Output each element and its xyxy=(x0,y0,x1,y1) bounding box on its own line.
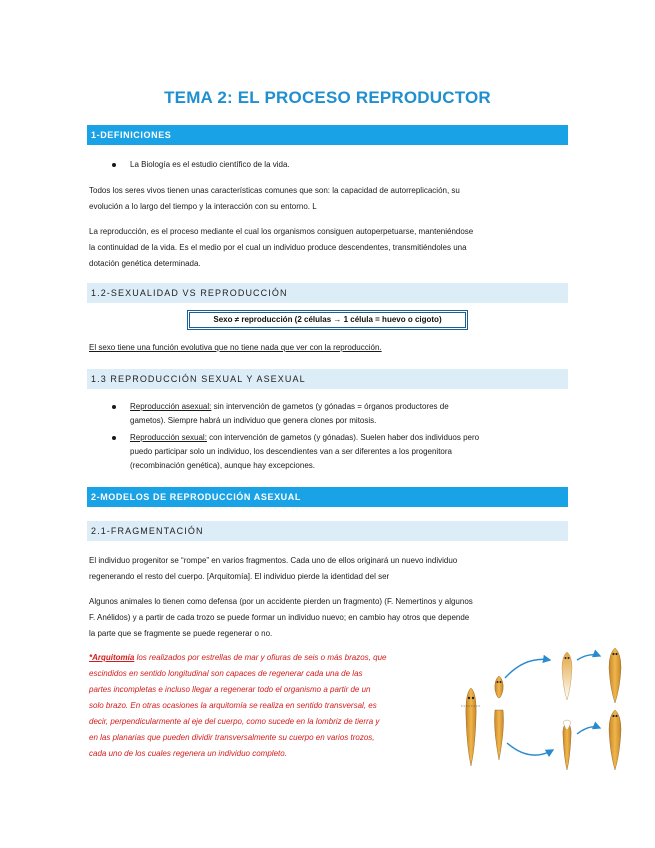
arrow-icon xyxy=(505,659,550,678)
paragraph-line: Algunos animales lo tienen como defensa (por un accidente pierden un fragmento) (F. Nemertinos y algunos xyxy=(89,597,473,606)
highlight-box xyxy=(187,310,468,330)
paragraph-line: El individuo progenitor se “rompe” en varios fragmentos. Cada uno de ellos originará un nuevo individuo xyxy=(89,556,458,565)
term-reproduccion-sexual: Reproducción sexual: xyxy=(130,433,207,442)
bullet-dot xyxy=(112,436,116,440)
definition-text: puedo participar solo un individuo, los descendientes van a ser diferentes a los progenitora xyxy=(130,447,452,456)
bullet-dot xyxy=(112,405,116,409)
parent-planaria xyxy=(461,688,481,766)
section-heading-definiciones: 1-DEFINICIONES xyxy=(87,125,568,145)
arrow-icon xyxy=(577,727,600,734)
bullet-reproduccion-sexual xyxy=(130,431,570,473)
paragraph-line: regenerando el resto del cuerpo. [Arquitomía]. El individuo pierde la identidad del ser xyxy=(89,572,390,581)
bullet-biologia: La Biología es el estudio científico de la vida. xyxy=(130,160,290,169)
note-text: en las planarias que pueden dividir transversalmente su cuerpo en varios trozos, xyxy=(89,733,375,742)
note-text: los realizados por estrellas de mar y ofiuras de seis o más brazos, que xyxy=(134,653,387,662)
section-heading-reproduccion-sexual-asexual: 1.3 REPRODUCCIÓN SEXUAL Y ASEXUAL xyxy=(87,369,568,389)
arrow-icon xyxy=(507,743,553,755)
sexo-funcion-evolutiva: El sexo tiene una función evolutiva que no tiene nada que ver con la reproducción. xyxy=(89,343,382,352)
paragraph-reproduccion xyxy=(89,224,567,272)
paragraph-seres-vivos xyxy=(89,183,567,215)
section-heading-fragmentacion: 2.1-FRAGMENTACIÓN xyxy=(87,521,568,541)
regenerating-planaria xyxy=(562,652,572,700)
paragraph-line: La reproducción, es el proceso mediante el cual los organismos consiguen autoperpetuarse, manteniéndose xyxy=(89,227,474,236)
note-text: decir, perpendicularmente al eje del cuerpo, como sucede en la lombriz de tierra y xyxy=(89,717,380,726)
arrow-icon xyxy=(577,655,600,660)
term-reproduccion-asexual: Reproducción asexual: xyxy=(130,402,212,411)
definition-text: gametos). Siempre habrá un individuo que genera clones por mitosis. xyxy=(130,416,377,425)
fragment-head xyxy=(495,676,503,698)
paragraph-fragmentacion xyxy=(89,553,567,585)
note-text: escindidos en sentido longitudinal son capaces de regenerar cada una de las xyxy=(89,669,363,678)
paragraph-line: F. Anélidos) y a partir de cada trozo se puede formar un individuo nuevo; en cambio hay otros que depende xyxy=(89,613,470,622)
paragraph-line: la parte que se fragmente se puede regenerar o no. xyxy=(89,629,273,638)
paragraph-line: evolución a lo largo del tiempo y la interacción con su entorno. L xyxy=(89,202,317,211)
definition-text: sin intervención de gametos (y gónadas = órganos productores de xyxy=(211,402,449,411)
paragraph-line: la continuidad de la vida. Es el medio por el cual un individuo produce descendentes, transmitiéndoles una xyxy=(89,243,467,252)
regenerating-planaria xyxy=(563,720,571,770)
regenerated-planaria xyxy=(609,710,621,770)
page-title: TEMA 2: EL PROCESO REPRODUCTOR xyxy=(164,88,491,107)
note-arquitomia xyxy=(89,650,439,762)
section-heading-modelos-asexual: 2-MODELOS DE REPRODUCCIÓN ASEXUAL xyxy=(87,487,568,507)
note-text: cada uno de los cuales regenera un individuo completo. xyxy=(89,749,287,758)
note-text: solo brazo. En otras ocasiones la arquitomía se realiza en sentido transversal, es xyxy=(89,701,377,710)
bullet-dot xyxy=(112,163,116,167)
definition-text: (recombinación genética), aunque hay excepciones. xyxy=(130,461,316,470)
section-heading-sexualidad: 1.2-SEXUALIDAD VS REPRODUCCIÓN xyxy=(87,283,568,303)
paragraph-line: Todos los seres vivos tienen unas características comunes que son: la capacidad de autorreplicación, su xyxy=(89,186,460,195)
definition-text: con intervención de gametos (y gónadas). Suelen haber dos individuos pero xyxy=(206,433,480,442)
paragraph-line: dotación genética determinada. xyxy=(89,259,201,268)
bullet-reproduccion-asexual xyxy=(130,400,570,428)
fragment-tail xyxy=(495,710,504,760)
term-arquitomia: *Arquitomía xyxy=(89,653,135,662)
highlight-box-text: Sexo ≠ reproducción (2 células → 1 célula = huevo o cigoto) xyxy=(189,312,466,328)
note-text: partes incompletas e incluso llegar a regenerar todo el organismo a partir de un xyxy=(89,685,371,694)
paragraph-defensa xyxy=(89,594,567,642)
planaria-regeneration-figure xyxy=(455,648,640,773)
regenerated-planaria xyxy=(609,648,621,703)
